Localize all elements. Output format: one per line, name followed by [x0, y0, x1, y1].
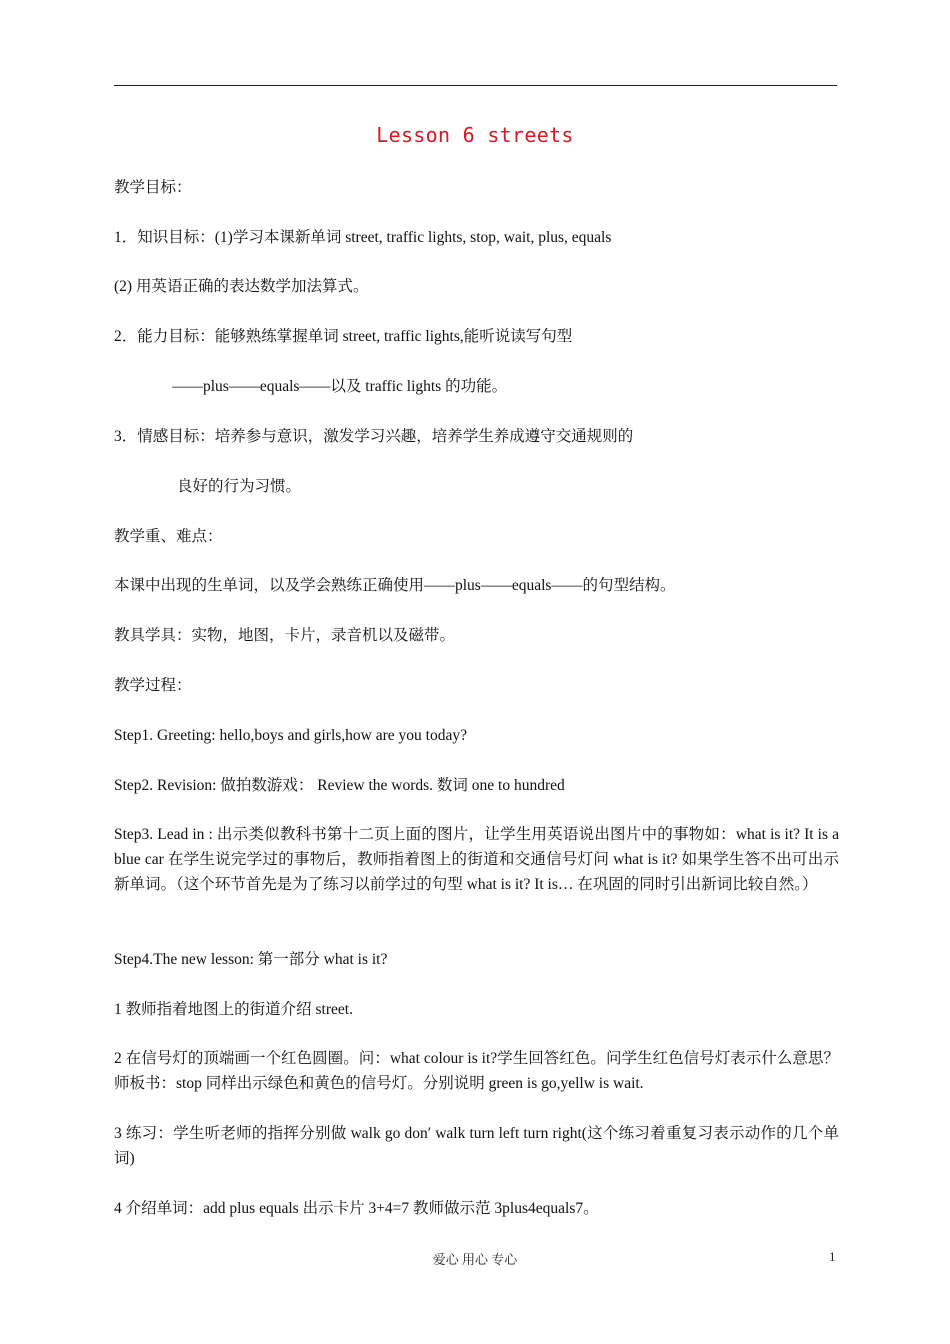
knowledge-objective: 1．知识目标：(1)学习本课新单词 street, traffic lights, stop, wait, plus, equals [114, 229, 612, 246]
page-number: 1 [829, 1249, 836, 1264]
ability-objective: 2．能力目标：能够熟练掌握单词 street, traffic lights,能听说读写句型 [114, 328, 573, 345]
process-heading: 教学过程： [114, 677, 192, 694]
key-points-text: 本课中出现的生单词，以及学会熟练正确使用——plus——equals——的句型结构。 [114, 577, 676, 594]
header-rule [114, 85, 837, 86]
step1-greeting: Step1. Greeting: hello,boys and girls,how are you today? [114, 727, 467, 744]
emotion-objective-continued: 良好的行为习惯。 [177, 478, 302, 495]
step2-revision: Step2. Revision: 做拍数游戏： Review the words. 数词 one to hundred [114, 777, 565, 794]
teaching-aids: 教具学具：实物，地图，卡片，录音机以及磁带。 [114, 627, 456, 644]
ability-objective-continued: ——plus——equals——以及 traffic lights 的功能。 [172, 378, 508, 395]
step3-lead-in: Step3. Lead in : 出示类似教科书第十二页上面的图片，让学生用英语说出图片中的事物如：what is it? It is a blue car 在学生说完学过的事物后，教师指着图上的街道和交通信号灯问 what is it? 如果学生答不出可出示新单词。（这个环节首先是为了练习以前学过的句型 what is it? It is… 在巩固的同时引出新词比较自然。） [114, 826, 839, 893]
lesson-title: Lesson 6 streets [376, 123, 574, 147]
activity-1: 1 教师指着地图上的街道介绍 street. [114, 1001, 353, 1018]
activity-2: 2 在信号灯的顶端画一个红色圆圈。问：what colour is it?学生回答红色。问学生红色信号灯表示什么意思？师板书：stop 同样出示绿色和黄色的信号灯。分别说明 green is go,yellw is wait. [114, 1050, 839, 1092]
knowledge-objective-2: (2) 用英语正确的表达数学加法算式。 [114, 278, 369, 295]
footer-motto: 爱心 用心 专心 [432, 1252, 518, 1267]
activity-3: 3 练习：学生听老师的指挥分别做 walk go don′ walk turn left turn right(这个练习着重复习表示动作的几个单词) [114, 1125, 839, 1167]
section-objectives-heading: 教学目标： [114, 179, 192, 196]
emotion-objective: 3．情感目标：培养参与意识，激发学习兴趣，培养学生养成遵守交通规则的 [114, 428, 634, 445]
key-points-heading: 教学重、难点： [114, 528, 223, 545]
activity-4: 4 介绍单词：add plus equals 出示卡片 3+4=7 教师做示范 3plus4equals7。 [114, 1200, 599, 1217]
step4-new-lesson: Step4.The new lesson: 第一部分 what is it? [114, 951, 388, 968]
